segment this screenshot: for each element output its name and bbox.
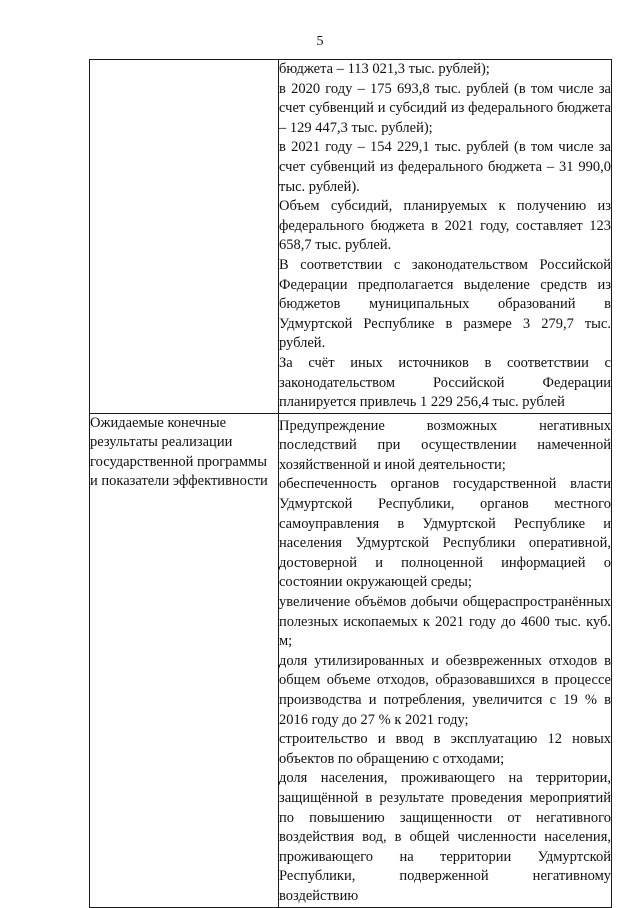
funding-paragraph: в 2021 году – 154 229,1 тыс. рублей (в том числе за счет субвенций из федерального бюджета – 31 990,0 тыс. рублей). <box>279 139 611 195</box>
funding-paragraph: в 2020 году – 175 693,8 тыс. рублей (в том числе за счет субвенций и субсидий из федерального бюджета – 129 447,3 тыс. рублей); <box>279 80 611 136</box>
funding-details-cell <box>279 60 612 414</box>
table-row-expected-results <box>90 413 612 907</box>
result-paragraph: доля утилизированных и обезвреженных отходов в общем объеме отходов, образовавшихся в процессе производства и потребления, увеличится с 19 % в 2016 году до 27 % к 2021 году; <box>279 652 611 728</box>
row-label-empty <box>90 60 279 414</box>
result-paragraph: увеличение объёмов добычи общераспространённых полезных ископаемых к 2021 году до 4600 тыс. куб. м; <box>279 594 611 650</box>
page-number: 5 <box>316 34 324 49</box>
funding-paragraph: бюджета – 113 021,3 тыс. рублей); <box>279 61 490 77</box>
result-paragraph: обеспеченность органов государственной власти Удмуртской Республики, органов местного самоуправления в Удмуртской Республике и населения Удмуртской Республики оперативной, достоверной и полноценной информацией о состоянии окружающей среды; <box>279 476 611 591</box>
funding-paragraph: Объем субсидий, планируемых к получению из федерального бюджета в 2021 году, составляет 123 658,7 тыс. рублей. <box>279 198 611 254</box>
result-paragraph: строительство и ввод в эксплуатацию 12 новых объектов по обращению с отходами; <box>279 731 611 767</box>
table-row-funding <box>90 60 612 414</box>
program-passport-table <box>89 59 612 908</box>
expected-results-cell <box>279 413 612 907</box>
result-paragraph: доля населения, проживающего на территории, защищённой в результате проведения мероприятий по повышению защищенности от негативного воздействия вод, в общей численности населения, проживающего на территории Удмуртской Республики, подверженной негативному воздействию <box>279 770 611 904</box>
funding-paragraph: В соответствии с законодательством Российской Федерации предполагается выделение средств из бюджетов муниципальных образований в Удмуртской Республике в размере 3 279,7 тыс. рублей. <box>279 256 611 352</box>
expected-results-label: Ожидаемые конечные результаты реализации государственной программы и показатели эффективности <box>90 413 279 907</box>
result-paragraph: Предупреждение возможных негативных последствий при осуществлении намеченной хозяйственной и иной деятельности; <box>279 417 611 473</box>
funding-paragraph: За счёт иных источников в соответствии с законодательством Российской Федерации планируется привлечь 1 229 256,4 тыс. рублей <box>279 354 611 411</box>
